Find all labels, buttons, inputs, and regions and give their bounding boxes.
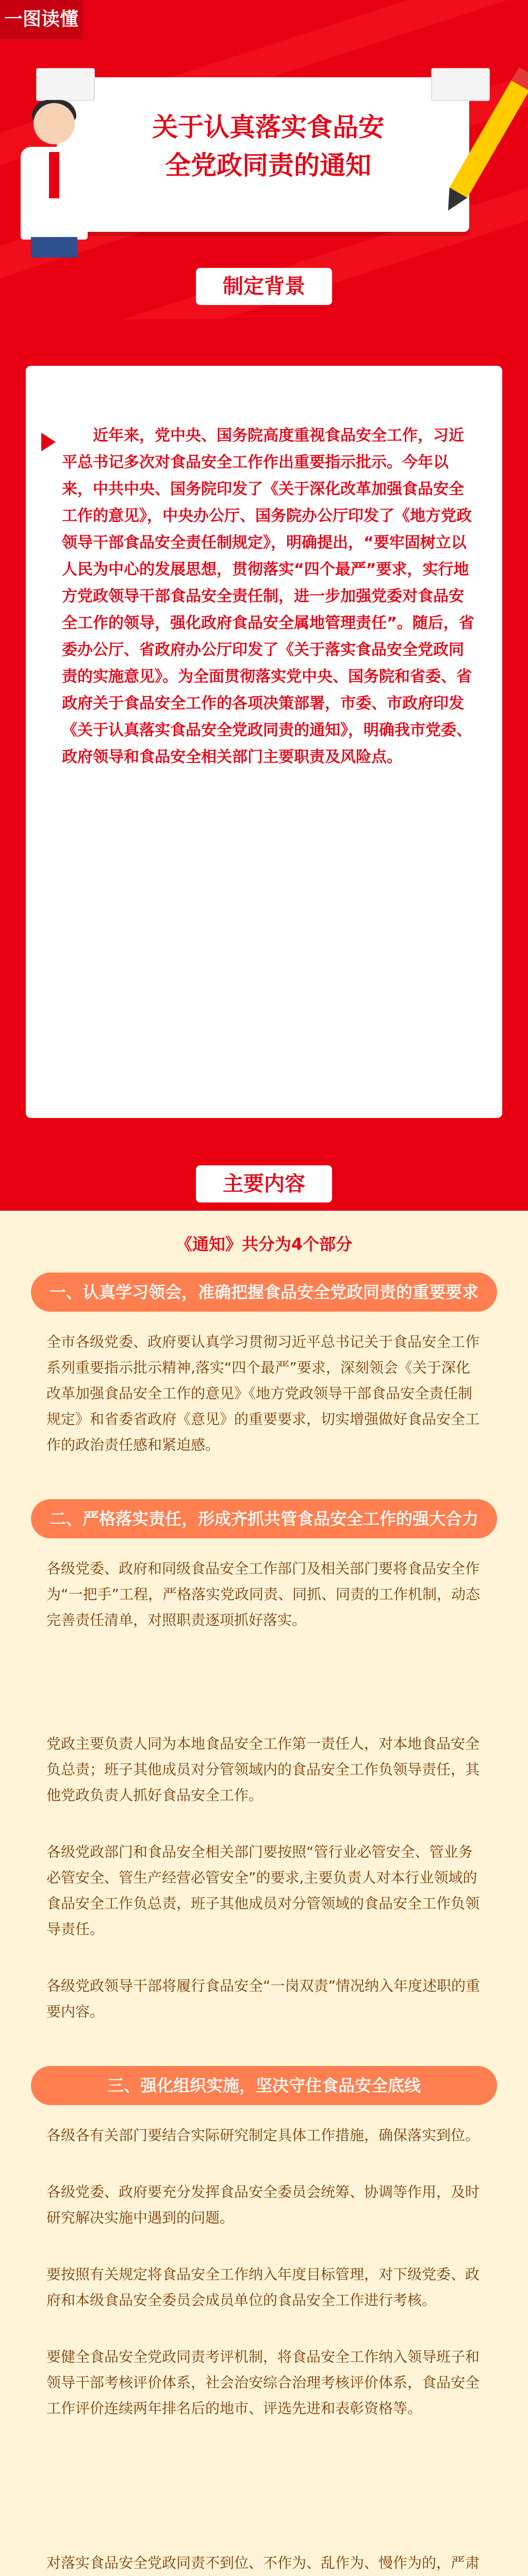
part3-text2: 各级党委、政府要充分发挥食品安全委员会统筹、协调等作用，及时研究解决实施中遇到的问题。	[46, 2183, 480, 2226]
part2-text1: 各级党委、政府和同级食品安全工作部门及相关部门要将食品安全作为“一把手”工程，严格落实党政同责、同抓、同责的工作机制，动态完善责任清单，对照职责逐项抓好落实。	[46, 1560, 481, 1629]
background-panel	[26, 366, 502, 1118]
section-ribbon-main: 主要内容	[196, 1165, 332, 1202]
part3-text3: 要按照有关规定将食品安全工作纳入年度目标管理，对下级党委、政府和本级食品安全委员会成员单位的食品安全工作进行考核。	[46, 2266, 480, 2309]
background-section	[0, 319, 528, 1159]
hero-label: 一图读懂	[0, 0, 82, 39]
part3-text1: 各级各有关部门要结合实际研究制定具体工作措施，确保落实到位。	[46, 2127, 480, 2144]
person-illustration-icon	[15, 103, 93, 258]
main-section	[0, 1159, 528, 1716]
part2-text3: 各级党政部门和食品安全相关部门要按照“管行业必管安全、管业务必管安全、管生产经营必管安全”的要求,主要负责人对本行业领域的食品安全工作负总责，班子其他成员对分管领域的食品安全工作负领导责任。	[46, 1843, 480, 1938]
triangle-bullet-icon	[41, 433, 56, 451]
flag-icon	[431, 68, 490, 101]
parts-continued	[0, 1716, 528, 2550]
part3-text4: 要健全食品安全党政同责考评机制，将食品安全工作纳入领导班子和领导干部考核评价体系，社会治安综合治理考核评价体系，食品安全工作评价连续两年排名后的地市、评选先进和表彰资格等。	[46, 2348, 480, 2417]
part2-heading: 二、严格落实责任，形成齐抓共管食品安全工作的强大合力	[31, 1499, 497, 1538]
part3-continued	[0, 2550, 528, 2576]
flag-icon	[36, 68, 95, 101]
hero-banner	[0, 0, 528, 319]
parts-count: 《通知》共分为4个部分	[175, 1234, 353, 1254]
title-card	[57, 77, 469, 232]
part2-text2: 党政主要负责人同为本地食品安全工作第一责任人，对本地食品安全负总责；班子其他成员对分管领域内的食品安全工作负领导责任，其他党政负责人抓好食品安全工作。	[46, 1735, 480, 1804]
part2-text4: 各级党政领导干部将履行食品安全“一岗双责”情况纳入年度述职的重要内容。	[46, 1977, 481, 2020]
part3-heading: 三、强化组织实施，坚决守住食品安全底线	[31, 2066, 497, 2105]
main-ribbon-bar	[0, 1159, 528, 1211]
background-text: 近年来，党中央、国务院高度重视食品安全工作，习近平总书记多次对食品安全工作作出重要指示批示。今年以来，中共中央、国务院印发了《关于深化改革加强食品安全工作的意见》，中央办公厅、国务院办公厅印发了《地方党政领导干部食品安全责任制规定》，明确提出，“要牢固树立以人民为中心的发展思想，贯彻落实“四个最严”要求，实行地方党政领导干部食品安全责任制，进一步加强党委对食品安全工作的领导，强化政府食品安全属地管理责任”。随后，省委办公厅、省政府办公厅印发了《关于落实食品安全党政同责的实施意见》。为全面贯彻落实党中央、国务院和省委、省政府关于食品安全工作的各项决策部署，市委、市政府印发《关于认真落实食品安全党政同责的通知》，明确我市党委、政府领导和食品安全相关部门主要职责及风险点。	[62, 427, 474, 766]
page-title: 关于认真落实食品安全党政同责的通知	[152, 112, 384, 180]
part3-text5: 对落实食品安全党政同责不到位、不作为、乱作为、慢作为的，严肃	[46, 2554, 480, 2571]
part1-text: 全市各级党委、政府要认真学习贯彻习近平总书记关于食品安全工作系列重要指示批示精神,落实“四个最严”要求，深刻领会《关于深化改革加强食品安全工作的意见》《地方党政领导干部食品安全责任制规定》和省委省政府《意见》的重要要求，切实增强做好食品安全工作的政治责任感和紧迫感。	[46, 1333, 480, 1453]
part1-heading: 一、认真学习领会，准确把握食品安全党政同责的重要要求	[31, 1273, 497, 1312]
section-ribbon-background: 制定背景	[196, 268, 332, 305]
